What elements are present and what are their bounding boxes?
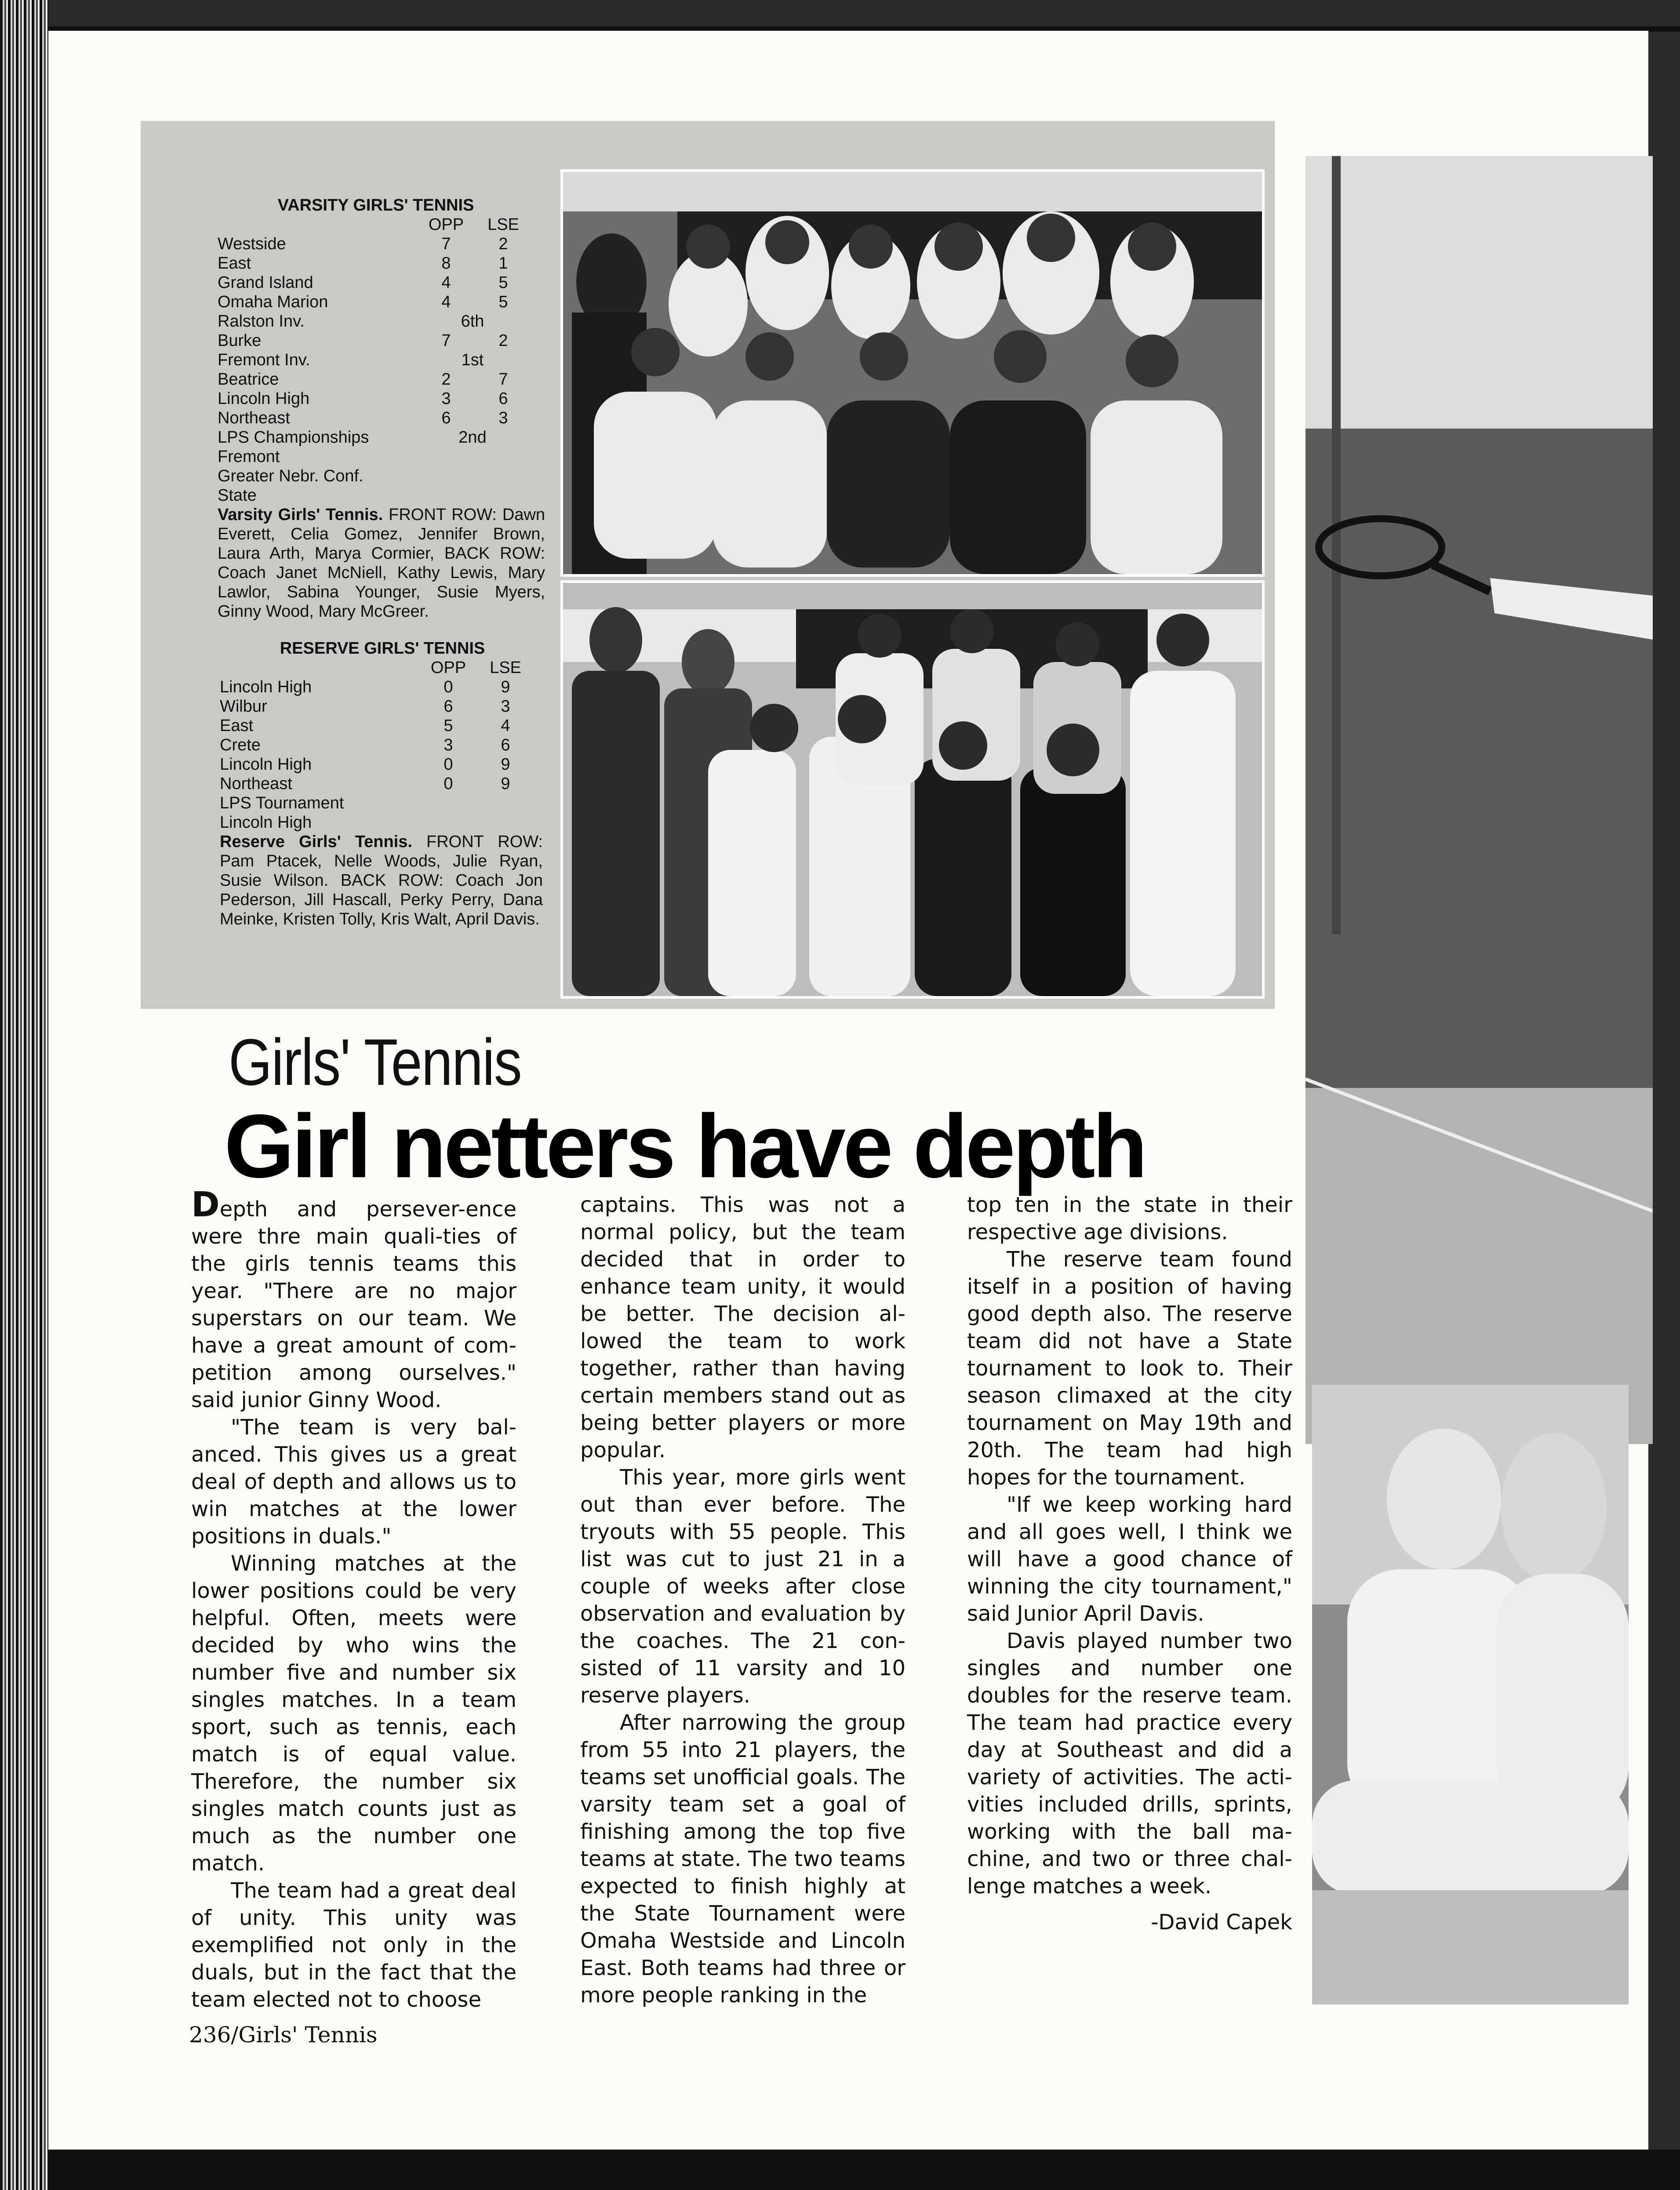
opp-score: 5 <box>444 717 453 735</box>
opponent-name: Fremont <box>218 447 280 466</box>
result-row <box>220 735 545 755</box>
reserve-team-photo <box>560 580 1265 999</box>
result-row <box>220 677 545 697</box>
result-row <box>220 755 545 774</box>
tournament-place: 2nd <box>458 428 487 447</box>
result-row <box>220 774 545 793</box>
opponent-name: Lincoln High <box>220 813 312 832</box>
result-row <box>218 370 534 389</box>
opponent-name: State <box>218 486 257 505</box>
opponent-name: Crete <box>220 736 261 754</box>
result-row <box>218 254 534 273</box>
lse-score: 4 <box>501 717 510 735</box>
book-spine <box>0 0 48 2190</box>
opp-score: 6 <box>441 409 451 427</box>
lse-score: 9 <box>501 678 510 696</box>
opponent-name: Westside <box>218 235 286 253</box>
opp-score: 4 <box>441 273 451 292</box>
drop-cap: D <box>191 1185 220 1225</box>
lse-score: 6 <box>498 389 508 408</box>
reserve-stats-block <box>220 639 545 929</box>
lse-score: 9 <box>501 775 510 793</box>
opp-score: 7 <box>441 235 451 253</box>
opponent-name: East <box>220 717 254 735</box>
lse-score: 7 <box>498 370 508 389</box>
reserve-results-list <box>220 677 545 832</box>
result-row <box>220 697 545 716</box>
tournament-place: 6th <box>461 312 484 331</box>
opp-score: 7 <box>441 331 451 350</box>
varsity-stats-block <box>218 196 545 621</box>
result-row <box>218 486 534 505</box>
result-row <box>218 292 534 312</box>
lse-score: 3 <box>498 409 508 427</box>
varsity-caption: Varsity Girls' Tennis. FRONT ROW: Dawn Everett, Celia Gomez, Jennifer Brown, Laura Arth, Marya Cormier, BACK ROW: Coach Janet McNiell, Kathy Lewis, Mary Lawlor, Sabina Younger, Susie Myers, Ginny Wood, Mary McGreer. <box>218 506 545 621</box>
seated-players-photo <box>1312 1385 1629 2004</box>
result-row <box>220 813 545 832</box>
opponent-name: Northeast <box>220 775 292 793</box>
opp-score: 0 <box>444 755 453 774</box>
story-paragraph: Depth and persever-ence were thre main quali-ties of the girls tennis teams this year. "There are no major superstars on our team. We have a great amount of com-petition among ourselves." said junior Ginny Wood. <box>191 1185 516 1412</box>
result-row <box>218 408 534 428</box>
result-row <box>218 350 534 370</box>
story-paragraph: This year, more girls went out than ever before. The tryouts with 55 people. This list was cut to just 21 in a couple of weeks after close observation and evaluation by the coaches. The 21 con-sisted of 11 varsity and 10 reserve players. <box>580 1465 905 1708</box>
result-row <box>218 466 534 486</box>
lse-score: 3 <box>501 697 510 716</box>
opponent-name: Omaha Marion <box>218 293 328 311</box>
opponent-name: East <box>218 254 251 273</box>
story-paragraph: captains. This was not a normal policy, but the team decided that in order to enhance team unity, it would be better. The decision al-lowed the team to work together, rather than having certain members stand out as being better players or more popular. <box>580 1193 905 1462</box>
opponent-name: Lincoln High <box>220 678 312 696</box>
bottom-edge <box>48 2150 1680 2190</box>
opp-score: 8 <box>441 254 451 273</box>
lse-score: 5 <box>498 273 508 292</box>
result-row <box>218 389 534 408</box>
result-row <box>218 447 534 466</box>
opp-score: 3 <box>441 389 451 408</box>
story-column-3 <box>967 1191 1292 1936</box>
opponent-name: Grand Island <box>218 273 313 292</box>
opponent-name: Lincoln High <box>218 389 310 408</box>
result-row <box>218 234 534 254</box>
lse-score: 9 <box>501 755 510 774</box>
page-folio: 236/Girls' Tennis <box>189 2022 378 2048</box>
story-paragraph: Winning matches at the lower positions could be very helpful. Often, meets were decided by who wins the number five and number six singles matches. In a team sport, such as tennis, each match is of equal value. Therefore, the number six singles match counts just as much as the number one match. <box>191 1551 516 1876</box>
section-kicker: Girls' Tennis <box>229 1025 521 1099</box>
opponent-name: Burke <box>218 331 262 350</box>
racket-action-photo <box>1305 156 1653 1444</box>
story-paragraph: After narrowing the group from 55 into 21 players, the teams set unofficial goals. The varsity team set a goal of finishing among the top five teams at state. The two teams expected to finish highly at the State Tournament were Omaha Westside and Lincoln East. Both teams had three or more people ranking in the <box>580 1710 905 2008</box>
opponent-name: Lincoln High <box>220 755 312 774</box>
story-paragraph: The team had a great deal of unity. This unity was exemplified not only in the duals, but in the fact that the team elected not to choose <box>191 1878 516 2012</box>
opp-score: 3 <box>444 736 453 754</box>
headline: Girl netters have depth <box>224 1096 1145 1197</box>
reserve-caption: Reserve Girls' Tennis. FRONT ROW: Pam Ptacek, Nelle Woods, Julie Ryan, Susie Wilson. BACK ROW: Coach Jon Pederson, Jill Hascall, Perky Perry, Dana Meinke, Kristen Tolly, Kris Walt, April Davis. <box>220 833 543 928</box>
opponent-name: Greater Nebr. Conf. <box>218 467 364 485</box>
story-column-2 <box>580 1191 905 2009</box>
result-row <box>218 312 534 331</box>
story-column-1 <box>191 1185 516 2013</box>
story-paragraph: Davis played number two singles and number one doubles for the reserve team. The team had practice every day at Southeast and did a variety of activities. The acti-vities included drills, sprints, working with the ball ma-chine, and two or three chal-lenge matches a week. <box>967 1629 1292 1899</box>
result-row <box>218 428 534 447</box>
opponent-name: LPS Championships <box>218 428 369 447</box>
opponent-name: Northeast <box>218 409 290 427</box>
story-paragraph: top ten in the state in their respective age divisions. <box>967 1193 1292 1244</box>
tournament-place: 1st <box>461 351 484 369</box>
opponent-name: LPS Tournament <box>220 794 344 812</box>
opp-score: 4 <box>441 293 451 311</box>
opponent-name: Beatrice <box>218 370 279 389</box>
story-paragraph: "The team is very bal-anced. This gives us a great deal of depth and allows us to win matches at the lower positions in duals." <box>191 1415 516 1549</box>
opponent-name: Ralston Inv. <box>218 312 305 331</box>
byline: -David Capek <box>1151 1910 1292 1935</box>
lse-score: 6 <box>501 736 510 754</box>
varsity-results-list <box>218 234 534 505</box>
opponent-name: Wilbur <box>220 697 267 716</box>
opp-score: 0 <box>444 775 453 793</box>
result-row <box>218 273 534 292</box>
opp-score: 2 <box>441 370 451 389</box>
result-row <box>220 793 545 813</box>
story-paragraph: The reserve team found itself in a position of having good depth also. The reserve team did not have a State tournament to look to. Their season climaxed at the city tournament on May 19th and 20th. The team had high hopes for the tournament. <box>967 1247 1292 1490</box>
lse-score: 5 <box>498 293 508 311</box>
lse-score: 2 <box>498 331 508 350</box>
reserve-stats-title: RESERVE GIRLS' TENNIS <box>280 639 485 658</box>
reserve-stats-header: OPP LSE <box>430 658 521 677</box>
opp-score: 0 <box>444 678 453 696</box>
opponent-name: Fremont Inv. <box>218 351 310 369</box>
result-row <box>220 716 545 735</box>
varsity-team-photo <box>560 169 1265 577</box>
story-paragraph: "If we keep working hard and all goes well, I think we will have a good chance of winning the city tournament," said Junior April Davis. <box>967 1492 1292 1626</box>
lse-score: 1 <box>498 254 508 273</box>
result-row <box>218 331 534 350</box>
varsity-stats-title: VARSITY GIRLS' TENNIS <box>277 196 474 215</box>
opp-score: 6 <box>444 697 453 716</box>
varsity-stats-header: OPP LSE <box>428 215 519 234</box>
lse-score: 2 <box>498 235 508 253</box>
